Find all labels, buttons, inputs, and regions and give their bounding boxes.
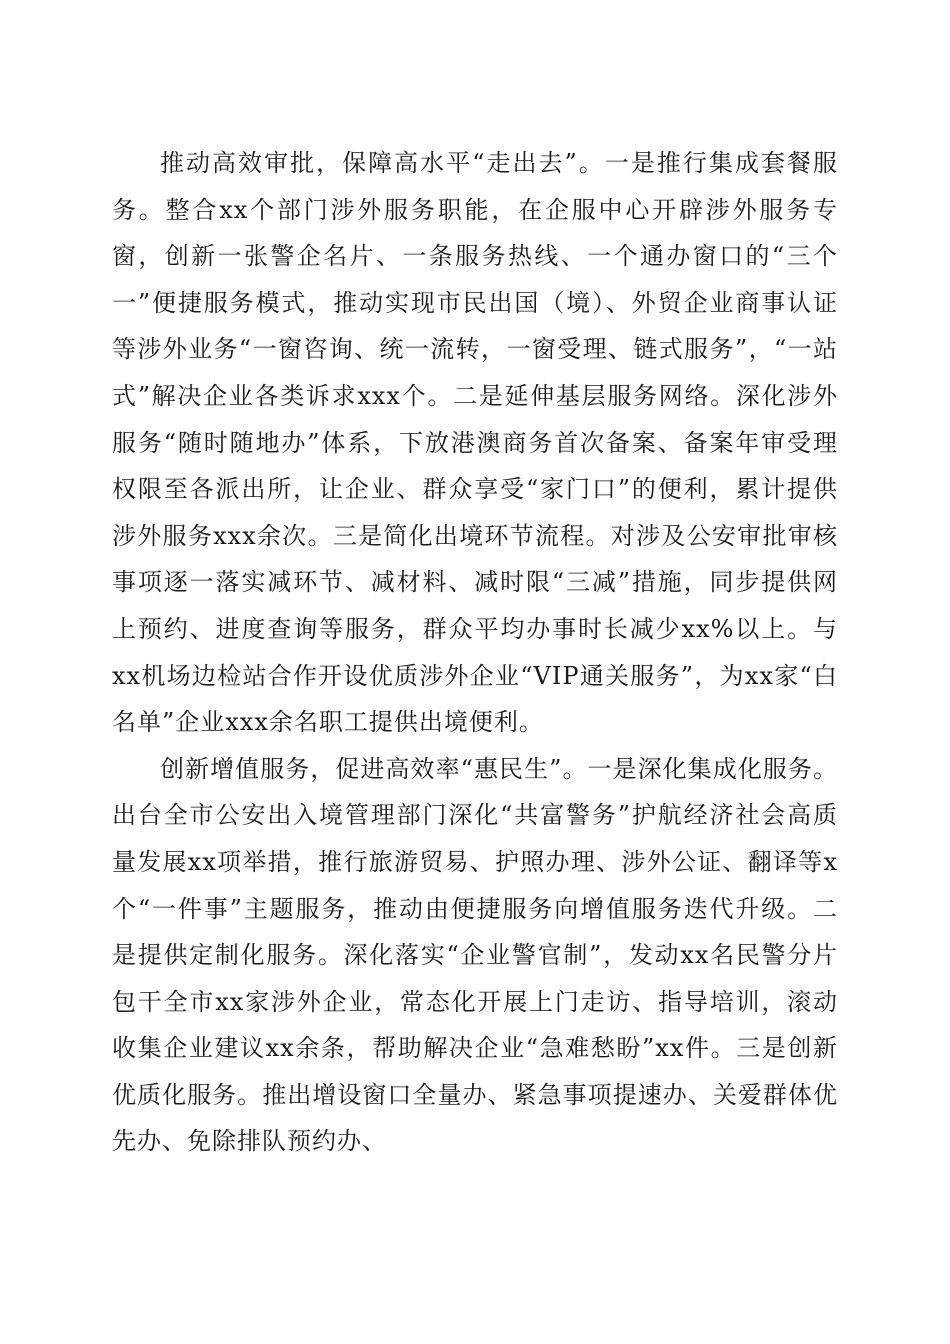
document-body [112,140,838,1165]
paragraph-1: 推动高效审批，保障高水平“走出去”。一是推行集成套餐服务。整合xx个部门涉外服务职能，在企服中心开辟涉外服务专窗，创新一张警企名片、一条服务热线、一个通办窗口的“三个一”便捷服务模式，推动实现市民出国（境）、外贸企业商事认证等涉外业务“一窗咨询、统一流转，一窗受理、链式服务”，“一站式”解决企业各类诉求xxx个。二是延伸基层服务网络。深化涉外服务“随时随地办”体系，下放港澳商务首次备案、备案年审受理权限至各派出所，让企业、群众享受“家门口”的便利，累计提供涉外服务xxx余次。三是简化出境环节流程。对涉及公安审批审核事项逐一落实减环节、减材料、减时限“三减”措施，同步提供网上预约、进度查询等服务，群众平均办事时长减少xx%以上。与xx机场边检站合作开设优质涉外企业“VIP通关服务”，为xx家“白名单”企业xxx余名职工提供出境便利。 [112,149,838,737]
paragraph-2: 创新增值服务，促进高效率“惠民生”。一是深化集成化服务。出台全市公安出入境管理部门深化“共富警务”护航经济社会高质量发展xx项举措，推行旅游贸易、护照办理、涉外公证、翻译等x个“一件事”主题服务，推动由便捷服务向增值服务迭代升级。二是提供定制化服务。深化落实“企业警官制”，发动xx名民警分片包干全市xx家涉外企业，常态化开展上门走访、指导培训，滚动收集企业建议xx余条，帮助解决企业“急难愁盼”xx件。三是创新优质化服务。推出增设窗口全量办、紧急事项提速办、关爱群体优先办、免除排队预约办、 [112,754,838,1156]
